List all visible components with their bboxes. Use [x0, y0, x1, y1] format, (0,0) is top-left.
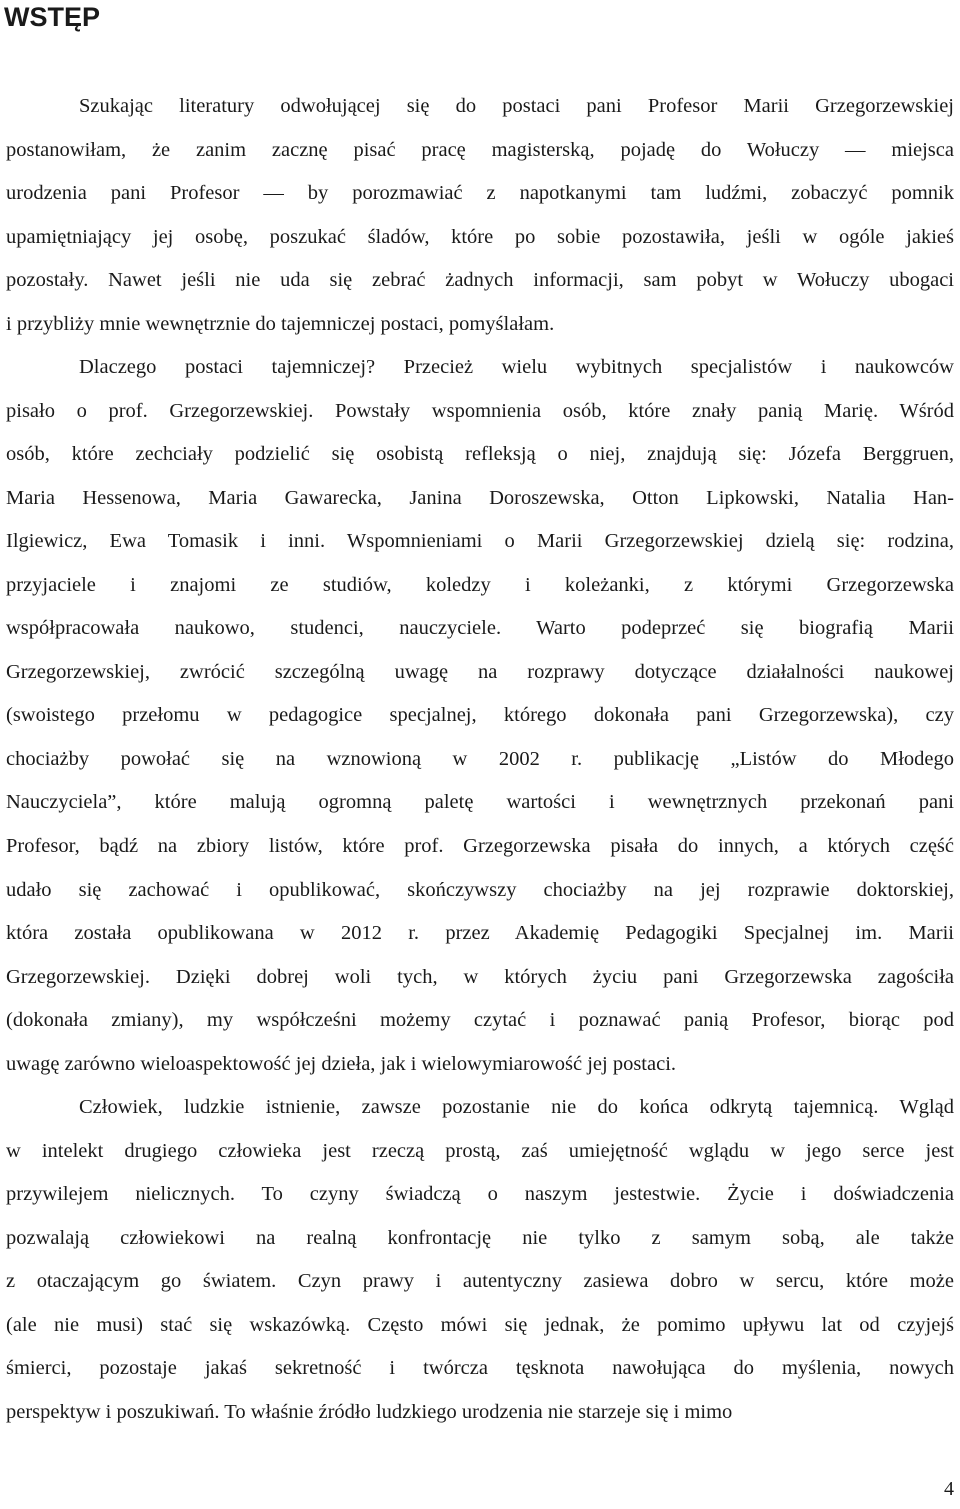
- text-line: i przybliży mnie wewnętrznie do tajemniczej postaci, pomyślałam.: [6, 313, 555, 335]
- text-line: upamiętniający jej osobę, poszukać śladów, które po sobie pozostawiła, jeśli w ogóle jakieś: [6, 226, 954, 248]
- text-line: Profesor, bądź na zbiory listów, które prof. Grzegorzewska pisała do innych, a których część: [6, 835, 954, 857]
- text-line: pisało o prof. Grzegorzewskiej. Powstały wspomnienia osób, które znały panią Marię. Wśród: [6, 400, 954, 422]
- text-line: (dokonała zmiany), my współcześni możemy czytać i poznawać panią Profesor, biorąc pod: [6, 1009, 954, 1031]
- text-line: Szukając literatury odwołującej się do postaci pani Profesor Marii Grzegorzewskiej: [79, 95, 954, 117]
- text-line: z otaczającym go światem. Czyn prawy i autentyczny zasiewa dobro w sercu, które może: [6, 1270, 954, 1292]
- text-line: uwagę zarówno wieloaspektowość jej dzieła, jak i wielowymiarowość jej postaci.: [6, 1053, 677, 1075]
- text-line: udało się zachować i opublikować, skończywszy chociażby na jej rozprawie doktorskiej,: [6, 879, 954, 901]
- text-line: Ilgiewicz, Ewa Tomasik i inni. Wspomnieniami o Marii Grzegorzewskiej dzielą się: rodzina,: [6, 530, 954, 552]
- text-line: Człowiek, ludzkie istnienie, zawsze pozostanie nie do końca odkrytą tajemnicą. Wgląd: [79, 1096, 954, 1118]
- page-number: 4: [944, 1478, 954, 1500]
- text-line: przywilejem nielicznych. To czyny świadczą o naszym jestestwie. Życie i doświadczenia: [6, 1183, 954, 1205]
- text-line: współpracowała naukowo, studenci, nauczyciele. Warto podeprzeć się biografią Marii: [6, 617, 954, 639]
- text-line: która została opublikowana w 2012 r. przez Akademię Pedagogiki Specjalnej im. Marii: [6, 922, 954, 944]
- text-line: Grzegorzewskiej. Dzięki dobrej woli tych, w których życiu pani Grzegorzewska zagościła: [6, 966, 954, 988]
- text-line: (swoistego przełomu w pedagogice specjalnej, którego dokonała pani Grzegorzewska), czy: [6, 704, 954, 726]
- text-line: Dlaczego postaci tajemniczej? Przecież wielu wybitnych specjalistów i naukowców: [79, 356, 954, 378]
- page-heading: WSTĘP: [4, 2, 101, 32]
- text-line: postanowiłam, że zanim zacznę pisać pracę magisterską, pojadę do Wołuczy — miejsca: [6, 139, 954, 161]
- text-line: przyjaciele i znajomi ze studiów, koledzy i koleżanki, z którymi Grzegorzewska: [6, 574, 954, 596]
- text-line: Maria Hessenowa, Maria Gawarecka, Janina Doroszewska, Otton Lipkowski, Natalia Han-: [6, 487, 954, 509]
- text-line: w intelekt drugiego człowieka jest rzeczą prostą, zaś umiejętność wglądu w jego serce jest: [6, 1140, 954, 1162]
- text-line: Grzegorzewskiej, zwrócić szczególną uwagę na rozprawy dotyczące działalności naukowej: [6, 661, 954, 683]
- text-line: urodzenia pani Profesor — by porozmawiać z napotkanymi tam ludźmi, zobaczyć pomnik: [6, 182, 954, 204]
- text-line: śmierci, pozostaje jakaś sekretność i twórcza tęsknota nawołująca do myślenia, nowych: [6, 1357, 954, 1379]
- text-line: pozostały. Nawet jeśli nie uda się zebrać żadnych informacji, sam pobyt w Wołuczy ubogaci: [6, 269, 954, 291]
- text-line: osób, które zechciały podzielić się osobistą refleksją o niej, znajdują się: Józefa Berggruen,: [6, 443, 954, 465]
- text-line: perspektyw i poszukiwań. To właśnie źródło ludzkiego urodzenia nie starzeje się i mimo: [6, 1401, 733, 1423]
- text-line: pozwalają człowiekowi na realną konfrontację nie tylko z samym sobą, ale także: [6, 1227, 954, 1249]
- text-line: (ale nie musi) stać się wskazówką. Często mówi się jednak, że pomimo upływu lat od czyjejś: [6, 1314, 954, 1336]
- text-line: Nauczyciela”, które malują ogromną paletę wartości i wewnętrznych przekonań pani: [6, 791, 954, 813]
- text-line: chociażby powołać się na wznowioną w 2002 r. publikację „Listów do Młodego: [6, 748, 954, 770]
